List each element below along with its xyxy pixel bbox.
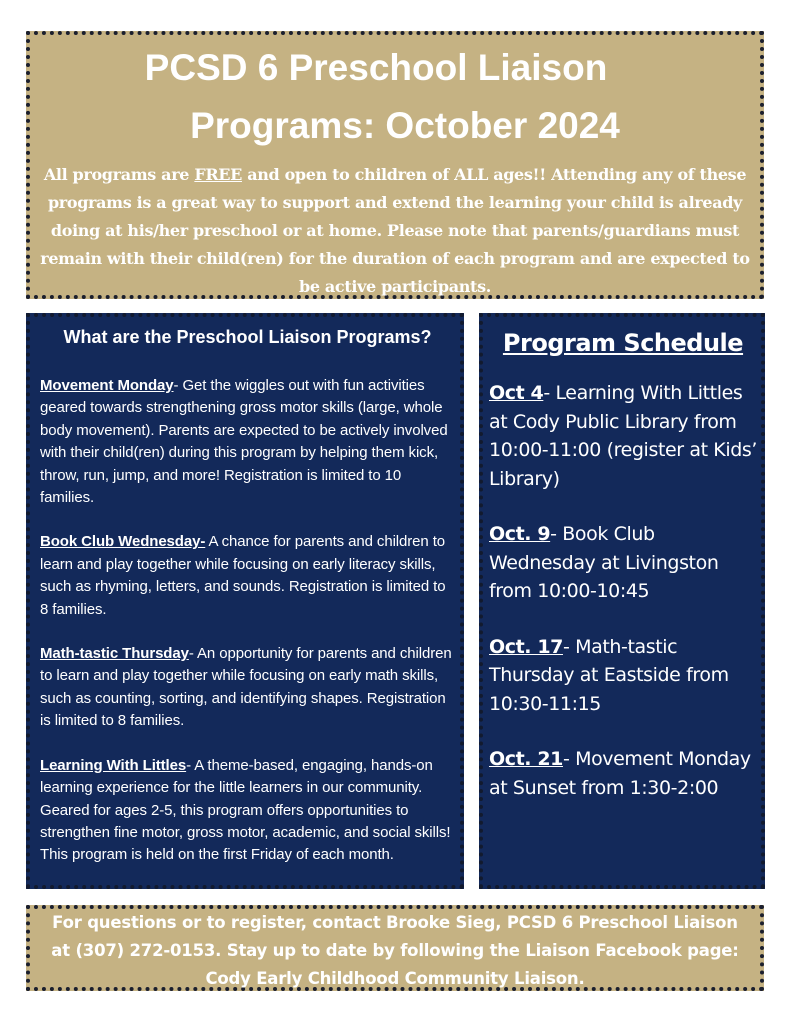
program-name: Movement Monday	[40, 377, 174, 394]
program-name: Book Club Wednesday-	[40, 533, 206, 551]
event-date: Oct 4	[489, 382, 544, 404]
schedule-heading: Program Schedule	[502, 329, 744, 357]
program-description: - Get the wiggles out with fun activities geared towards strengthening gross motor skills (large, whole body movement). Parents are expected to be actively involved with their child(ren) during this program by helping them kick, throw, run, jump, and more! Registration is limited to 10 families.	[40, 377, 448, 507]
schedule-event	[489, 520, 757, 606]
program-description: - A theme-based, engaging, hands-on learning experience for the little learners in our community. Geared for ages 2-5, this program offers opportunities to strengthen fine motor, gross motor, academic, and social skills! This program is held on the first Friday of each month.	[40, 756, 451, 864]
event-date: Oct. 17	[489, 635, 563, 658]
header-banner	[26, 31, 764, 299]
title-line-2: Programs: October 2024	[190, 105, 620, 146]
program-item	[40, 531, 455, 621]
event-text: - Learning With Littles at Cody Public Library from 10:00-11:00 (register at Kids’ Library)	[489, 382, 757, 490]
program-item	[40, 375, 455, 509]
event-date: Oct. 21	[489, 748, 563, 770]
program-item	[40, 643, 455, 733]
schedule-event	[489, 745, 757, 802]
program-name: Math-tastic Thursday	[40, 645, 189, 663]
contact-footer	[26, 905, 764, 991]
program-description: - An opportunity for parents and children to learn and play together while focusing on early math skills, such as counting, sorting, and identifying shapes. Registration is limited to 8 families.	[40, 645, 452, 730]
title-line-1: PCSD 6 Preschool Liaison	[144, 47, 608, 88]
event-date: Oct. 9	[489, 523, 551, 545]
program-description: A chance for parents and children to learn and play together while focusing on early literacy skills, such as rhyming, letters, and sounds. Registration is limited to 8 families.	[40, 533, 446, 618]
event-text: - Movement Monday at Sunset from 1:30-2:00	[489, 748, 751, 799]
page-title	[30, 39, 760, 155]
intro-paragraph	[36, 161, 754, 301]
schedule-event	[489, 379, 757, 493]
programs-panel	[26, 313, 464, 889]
schedule-event	[489, 633, 757, 719]
event-text: - Math-tastic Thursday at Eastside from 10:30-11:15	[489, 635, 729, 715]
schedule-panel	[479, 313, 765, 889]
footer-text: For questions or to register, contact Brooke Sieg, PCSD 6 Preschool Liaison at (307) 272-0153. Stay up to date by following the Liaison Facebook page: Cody Early Childhood Community Liaison.	[51, 913, 739, 988]
intro-free: FREE	[194, 165, 242, 184]
program-item	[40, 755, 455, 867]
intro-end: and open to children of ALL ages!! Attending any of these programs is a great way to support and extend the learning your child is already doing at his/her preschool or at home. Please note that parents/guardians must remain with their child(ren) for the duration of each program and are expected to be active participants.	[40, 165, 750, 296]
intro-start: All programs are	[43, 165, 195, 184]
program-name: Learning With Littles	[40, 756, 187, 774]
event-text: - Book Club Wednesday at Livingston from 10:00-10:45	[489, 523, 719, 602]
programs-heading: What are the Preschool Liaison Programs?	[63, 327, 432, 347]
